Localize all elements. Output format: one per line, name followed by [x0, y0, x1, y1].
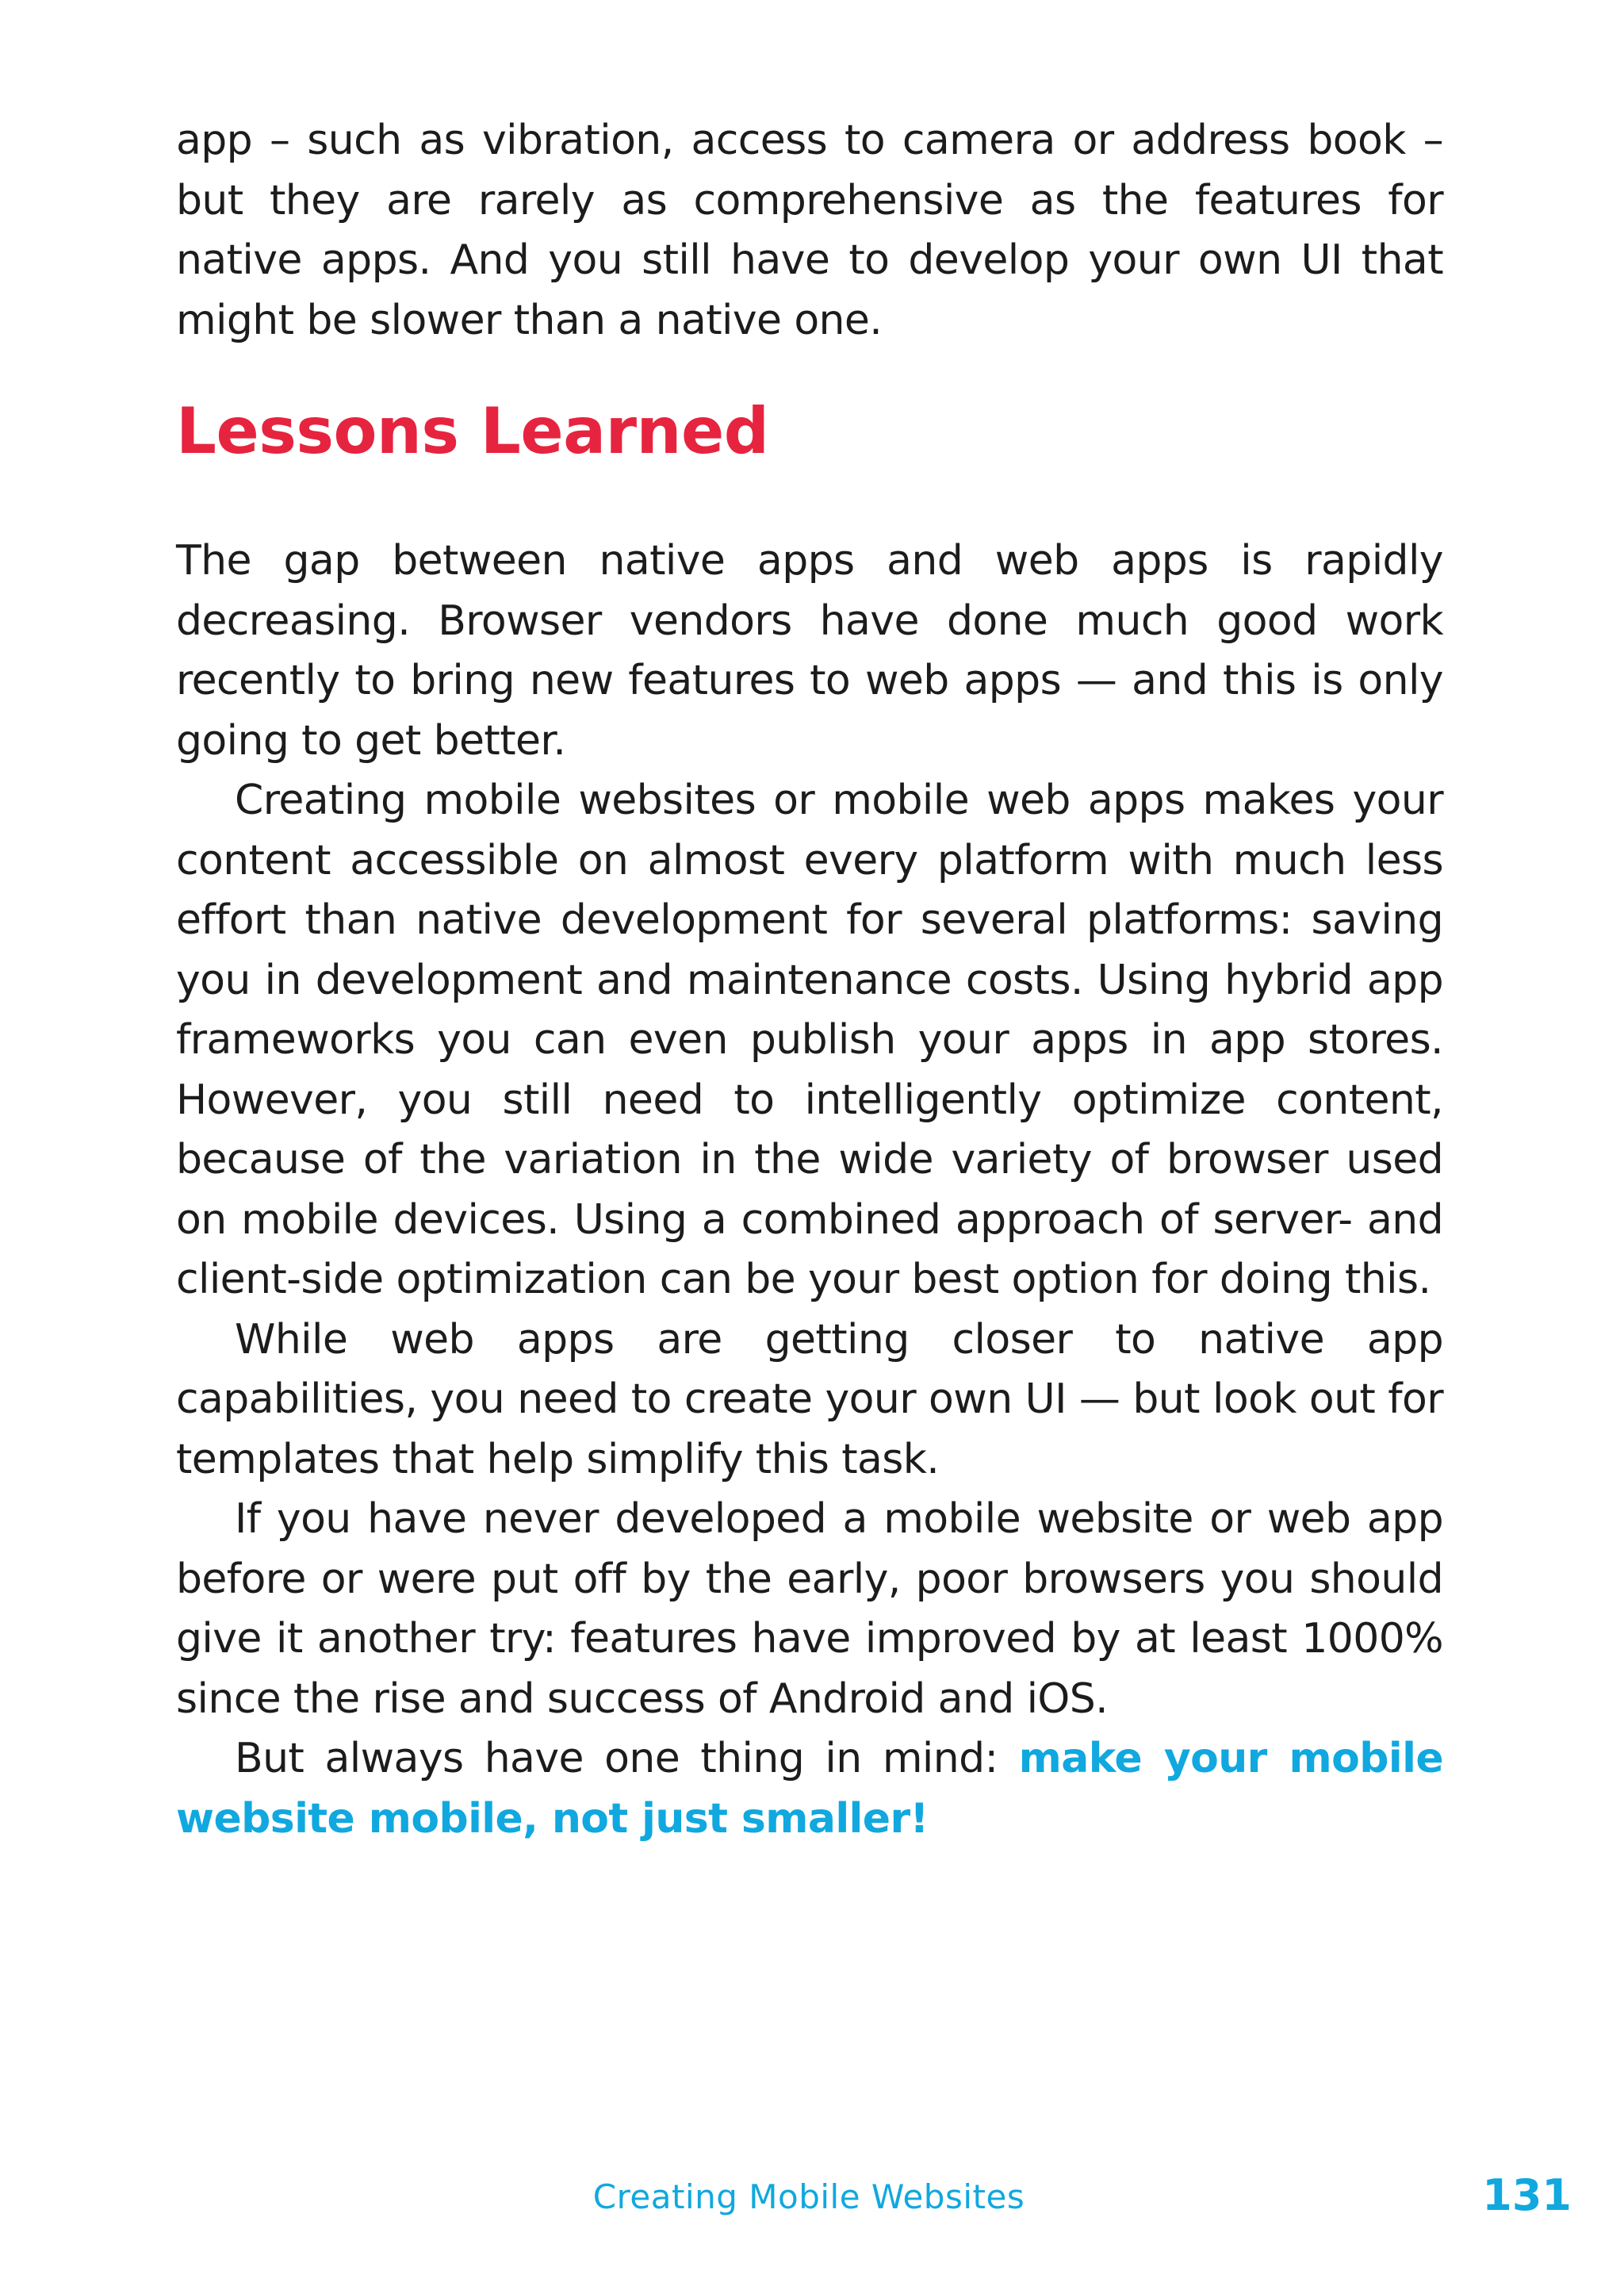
paragraph-2: Creating mobile websites or mobile web apps makes your content accessible on almost every platform with much less effort than native development for several platforms: saving you in development and maintenance costs. Using hybrid app frameworks you can even publish your apps in app stores. However, you still need to intelligently optimize content, because of the variation in the wide variety of browser used on mobile devices. Using a combined approach of server- and client-side optimization can be your best option for doing this. [176, 777, 1443, 1303]
page-content [176, 111, 1443, 1849]
footer-running-title: Creating Mobile Websites [592, 2177, 1025, 2216]
paragraph-3: While web apps are getting closer to native app capabilities, you need to create your own UI — but look out for templates that help simplify this task. [176, 1315, 1443, 1483]
paragraph-5 [176, 1729, 1443, 1849]
paragraph-5-highlight: make your mobile website mobile, not just smaller! [176, 1735, 1443, 1843]
section-heading: Lessons Learned [176, 394, 769, 468]
paragraph-5-lead: But always have one thing in mind: [235, 1735, 1019, 1782]
paragraph-4: If you have never developed a mobile website or web app before or were put off by the early, poor browsers you should give it another try: features have improved by at least 1000% since the rise and success of Android and iOS. [176, 1495, 1443, 1723]
intro-paragraph: app – such as vibration, access to camera or address book – but they are rarely as comprehensive as the features for native apps. And you still have to develop your own UI that might be slower than a native one. [176, 117, 1443, 344]
paragraph-1: The gap between native apps and web apps is rapidly decreasing. Browser vendors have done much good work recently to bring new features to web apps — and this is only going to get better. [176, 537, 1443, 765]
page-number: 131 [1482, 2170, 1572, 2220]
